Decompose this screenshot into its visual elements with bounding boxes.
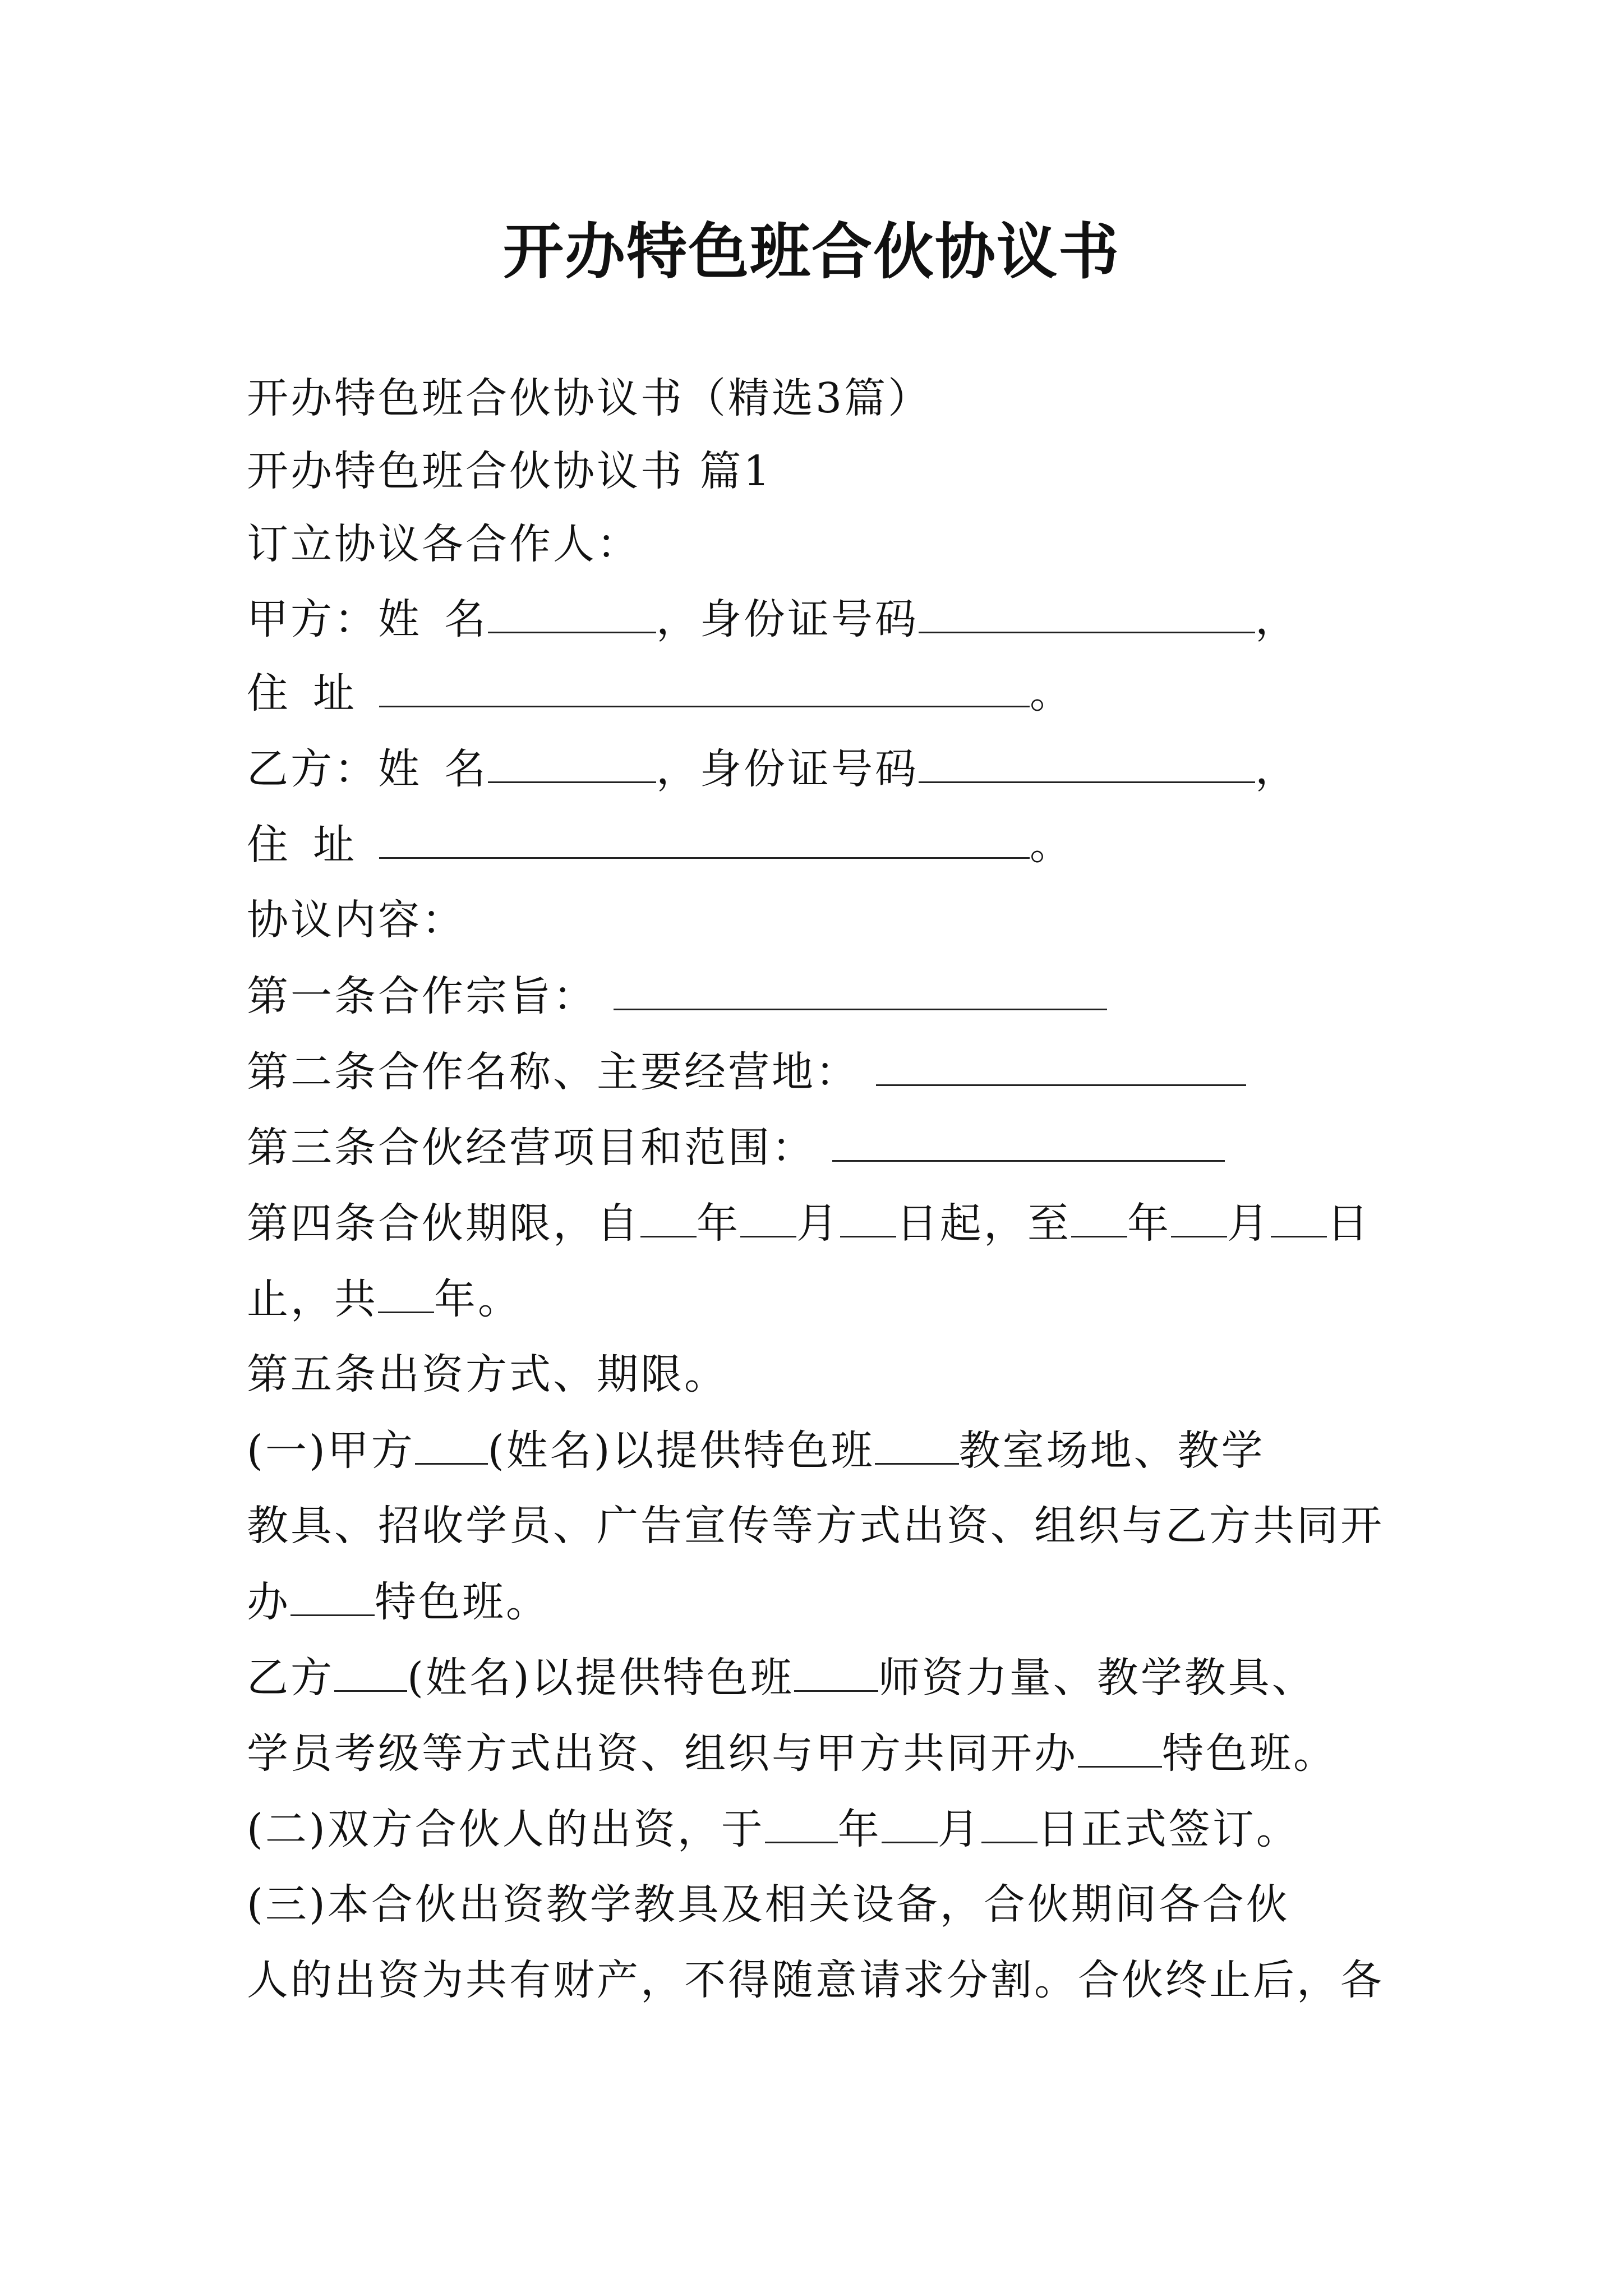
text: 第三条合伙经营项目和范围：	[247, 1124, 815, 1172]
text: (一)甲方	[247, 1427, 415, 1475]
id-blank	[919, 738, 1255, 783]
text: (三)本合伙出资教学教具及相关设备，合伙期间各合伙	[247, 1880, 1290, 1929]
text: 年。	[434, 1275, 522, 1323]
text: 。	[1030, 821, 1073, 869]
text: 止，共	[247, 1275, 378, 1323]
text: 日	[1327, 1199, 1371, 1248]
text: 月	[796, 1199, 840, 1248]
text: ，	[1255, 745, 1299, 793]
text: ，	[1255, 595, 1299, 643]
year-blank	[765, 1798, 838, 1843]
name-blank	[488, 738, 656, 783]
month-blank	[1171, 1192, 1227, 1237]
text: (姓名)以提供特色班	[487, 1427, 875, 1475]
clause-1-end	[247, 1571, 1387, 1632]
text: 。	[1030, 669, 1073, 717]
clause-1	[247, 1419, 1387, 1481]
section-heading	[247, 440, 1387, 502]
address-blank	[379, 813, 1030, 859]
text: 乙方：姓	[247, 745, 422, 793]
clause-2	[247, 1798, 1387, 1860]
clause-1-party-b-continued	[247, 1722, 1387, 1784]
month-blank	[882, 1798, 938, 1843]
text: (姓名)以提供特色班	[407, 1654, 794, 1702]
text: 住	[247, 821, 291, 869]
party-b-address-line	[247, 813, 1387, 875]
clause-1-continued	[247, 1495, 1387, 1557]
article-5	[247, 1343, 1387, 1405]
article-1	[247, 965, 1387, 1027]
text: 学员考级等方式出资、组织与甲方共同开办	[247, 1729, 1078, 1778]
text: 名	[444, 595, 488, 643]
party-a-line	[247, 588, 1387, 650]
clause-3	[247, 1874, 1387, 1935]
name-location-blank	[876, 1041, 1246, 1086]
text: 办	[247, 1578, 291, 1626]
article-4	[247, 1192, 1387, 1254]
article-3	[247, 1116, 1387, 1178]
text: 师资力量、教学教具、	[878, 1654, 1316, 1702]
text: 址	[313, 669, 357, 717]
text: 甲方：姓	[247, 595, 422, 643]
text: 第一条合作宗旨：	[247, 972, 597, 1020]
text: 月	[1227, 1199, 1271, 1248]
name-blank	[415, 1419, 488, 1465]
text: 日正式签订。	[1037, 1805, 1300, 1853]
years-blank	[378, 1268, 434, 1313]
text: 协议内容：	[247, 896, 465, 944]
text: 特色班。	[1162, 1729, 1337, 1778]
text: 名	[444, 745, 488, 793]
text: 开办特色班合伙协议书（精选3篇）	[247, 374, 932, 422]
text: 人的出资为共有财产，不得随意请求分割。合伙终止后，各	[247, 1956, 1384, 2004]
content-heading	[247, 889, 1387, 951]
text: 住	[247, 669, 291, 717]
clause-3-continued	[247, 1949, 1387, 2011]
text: 址	[313, 821, 357, 869]
day-blank	[840, 1192, 896, 1237]
text: 订立协议各合作人：	[247, 520, 640, 568]
month-blank	[740, 1192, 796, 1237]
text: 开办特色班合伙协议书 篇1	[247, 447, 772, 495]
purpose-blank	[614, 965, 1107, 1010]
class-blank	[291, 1571, 375, 1616]
text: 乙方	[247, 1654, 334, 1702]
text: 年	[697, 1199, 740, 1248]
text: 第四条合伙期限，自	[247, 1199, 640, 1248]
text: ，身份证号码	[656, 745, 919, 793]
document-title: 开办特色班合伙协议书	[502, 217, 1120, 287]
article-4-continued	[247, 1268, 1387, 1329]
year-blank	[640, 1192, 697, 1237]
text: ，身份证号码	[656, 595, 919, 643]
text: 第二条合作名称、主要经营地：	[247, 1048, 859, 1096]
name-blank	[488, 588, 656, 633]
class-blank	[875, 1419, 959, 1465]
scope-blank	[832, 1116, 1225, 1162]
text: 教具、招收学员、广告宣传等方式出资、组织与乙方共同开	[247, 1502, 1384, 1550]
clause-1-party-b	[247, 1646, 1387, 1708]
text: 年	[837, 1805, 882, 1853]
text: 教室场地、教学	[958, 1427, 1265, 1475]
text: 特色班。	[375, 1578, 550, 1626]
class-blank	[1078, 1722, 1162, 1768]
parties-heading	[247, 513, 1387, 575]
subtitle-line	[247, 367, 1387, 429]
text: 日起，至	[896, 1199, 1071, 1248]
text: 月	[937, 1805, 981, 1853]
party-a-address-line	[247, 662, 1387, 724]
party-b-line	[247, 738, 1387, 799]
day-blank	[981, 1798, 1038, 1843]
id-blank	[919, 588, 1255, 633]
text: (二)双方合伙人的出资，于	[247, 1805, 765, 1853]
text: 第五条出资方式、期限。	[247, 1350, 728, 1398]
year-blank	[1071, 1192, 1127, 1237]
article-2	[247, 1041, 1387, 1102]
text: 年	[1127, 1199, 1171, 1248]
class-blank	[794, 1646, 878, 1692]
day-blank	[1271, 1192, 1327, 1237]
name-blank	[334, 1646, 407, 1692]
address-blank	[379, 662, 1030, 707]
